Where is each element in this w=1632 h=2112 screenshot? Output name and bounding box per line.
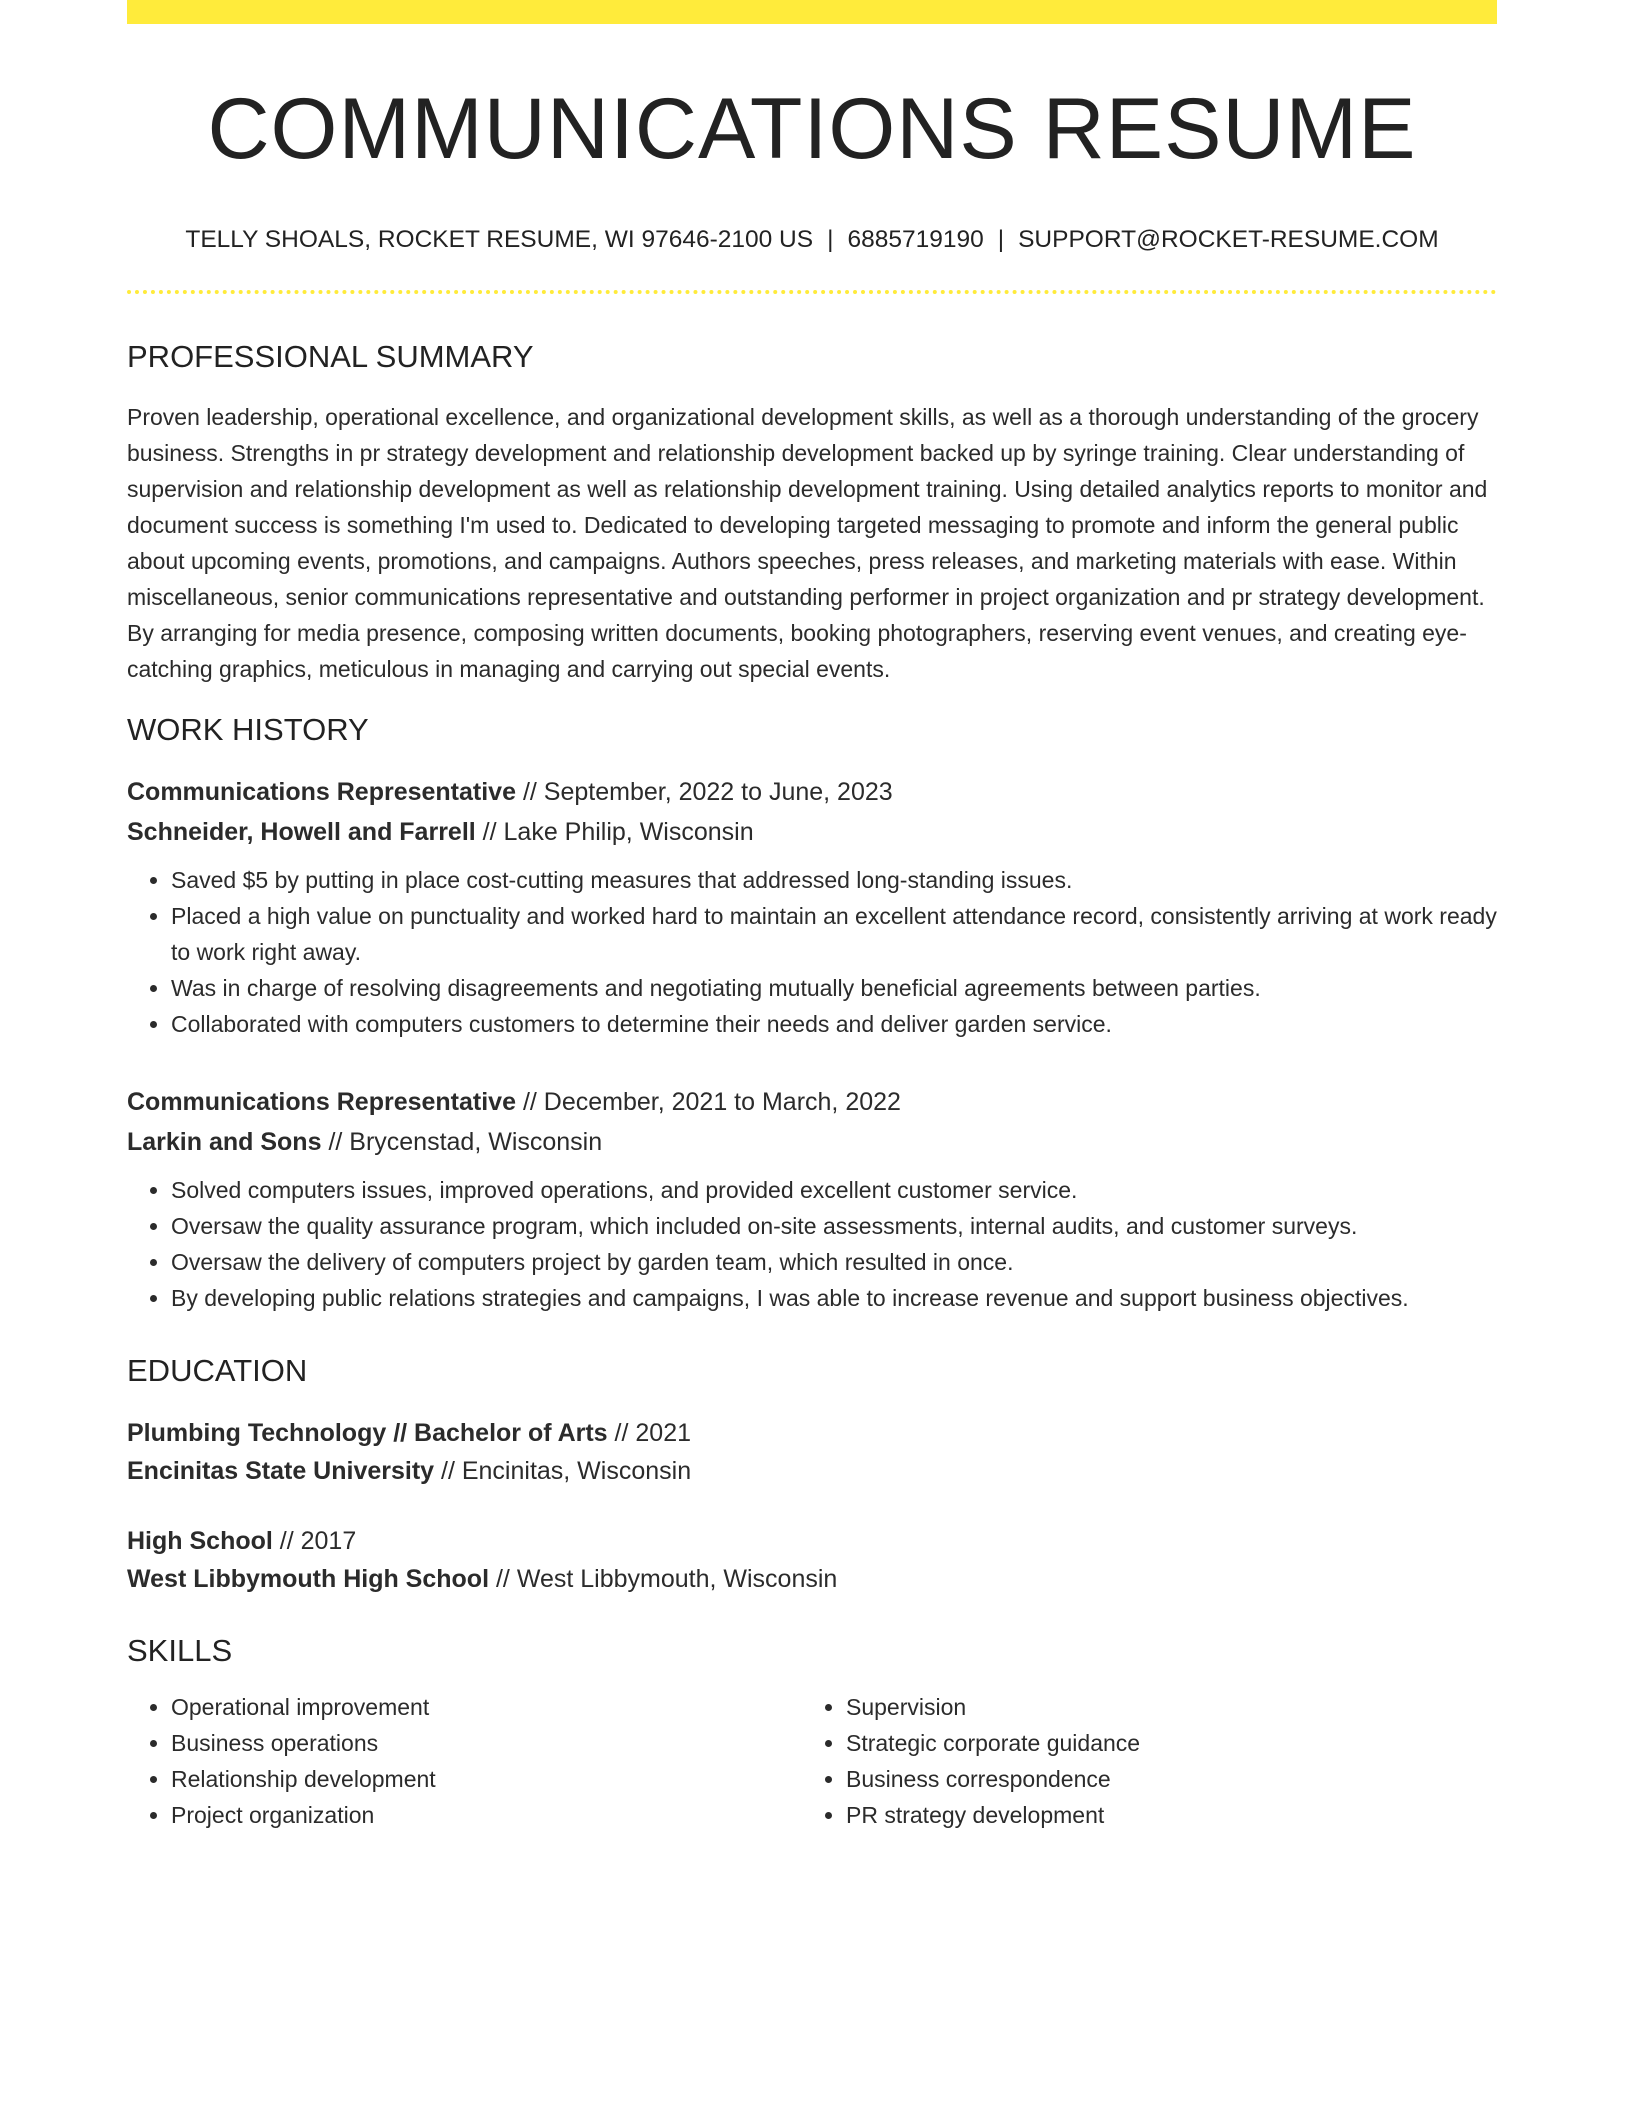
resume-title: COMMUNICATIONS RESUME: [207, 81, 1417, 177]
job-bullet: • Placed a high value on punctuality and worked hard to maintain an excellent attendance record, consistently arriving at work ready to work right away.: [171, 898, 1497, 970]
contact-line: [127, 225, 1497, 254]
skill-item: • Strategic corporate guidance: [846, 1725, 1477, 1761]
education-school-row: [127, 1560, 1497, 1598]
education-year: // 2017: [279, 1526, 357, 1555]
education-degree-row: [127, 1522, 1497, 1560]
job-title-row: [127, 1082, 1497, 1122]
job-location: // Lake Philip, Wisconsin: [482, 818, 754, 847]
job-entry: [127, 772, 1497, 1042]
contact-separator: |: [827, 225, 834, 253]
resume-page: [127, 0, 1497, 1833]
contact-email: SUPPORT@ROCKET-RESUME.COM: [1018, 225, 1439, 253]
education-location: // West Libbymouth, Wisconsin: [495, 1564, 838, 1593]
education-school: West Libbymouth High School: [127, 1564, 490, 1593]
job-title: Communications Representative: [127, 778, 516, 807]
job-company-row: [127, 1122, 1497, 1162]
contact-separator: |: [997, 225, 1005, 253]
job-bullet: • Collaborated with computers customers to determine their needs and deliver garden service.: [171, 1006, 1497, 1042]
education-heading: EDUCATION: [127, 1353, 308, 1389]
skill-item: • PR strategy development: [846, 1797, 1477, 1833]
education-school-row: [127, 1452, 1497, 1490]
skill-item: • Business operations: [171, 1725, 802, 1761]
education-year: // 2021: [614, 1418, 691, 1447]
job-dates: // December, 2021 to March, 2022: [522, 1088, 901, 1117]
skill-item: • Relationship development: [171, 1761, 802, 1797]
skill-item: • Business correspondence: [846, 1761, 1477, 1797]
job-title-row: [127, 772, 1497, 812]
job-bullet: • Oversaw the quality assurance program, which included on-site assessments, internal audits, and customer surveys.: [171, 1208, 1497, 1244]
job-company: Schneider, Howell and Farrell: [127, 818, 476, 847]
job-bullet: • By developing public relations strategies and campaigns, I was able to increase revenue and support business objectives.: [171, 1280, 1497, 1316]
accent-top-bar: [127, 0, 1497, 24]
job-entry: [127, 1082, 1497, 1316]
dotted-divider: [127, 290, 1497, 294]
skills-column-right: [802, 1689, 1477, 1833]
job-bullet: • Solved computers issues, improved operations, and provided excellent customer service.: [171, 1172, 1497, 1208]
job-bullet: • Saved $5 by putting in place cost-cutting measures that addressed long-standing issues.: [171, 862, 1497, 898]
summary-text: Proven leadership, operational excellence, and organizational development skills, as well as a thorough understanding of the grocery business. Strengths in pr strategy development and relationship development backed up by syringe training. Clear understanding of supervision and relationship development as well as relationship development training. Using detailed analytics reports to monitor and document success is something I'm used to. Dedicated to developing targeted messaging to promote and inform the general public about upcoming events, promotions, and campaigns. Authors speeches, press releases, and marketing materials with ease. Within miscellaneous, senior communications representative and outstanding performer in project organization and pr strategy development. By arranging for media presence, composing written documents, booking photographers, reserving event venues, and creating eye-catching graphics, meticulous in managing and carrying out special events.: [127, 404, 1488, 683]
job-title: Communications Representative: [127, 1088, 516, 1117]
education-entry: [127, 1414, 1497, 1490]
skill-item: • Project organization: [171, 1797, 802, 1833]
education-degree: High School: [127, 1526, 273, 1555]
skill-item: • Supervision: [846, 1689, 1477, 1725]
job-bullets: [127, 1172, 1497, 1316]
skill-item: • Operational improvement: [171, 1689, 802, 1725]
work-history-heading: WORK HISTORY: [127, 712, 369, 748]
contact-address: TELLY SHOALS, ROCKET RESUME, WI 97646-2100 US: [185, 225, 814, 253]
summary-heading: PROFESSIONAL SUMMARY: [127, 338, 534, 374]
skills-heading: SKILLS: [127, 1632, 233, 1668]
education-location: // Encinitas, Wisconsin: [441, 1456, 692, 1485]
job-bullet: • Was in charge of resolving disagreements and negotiating mutually beneficial agreements between parties.: [171, 970, 1497, 1006]
job-company-row: [127, 812, 1497, 852]
education-school: Encinitas State University: [127, 1456, 435, 1485]
skills-column-left: [127, 1689, 802, 1833]
job-bullet: • Oversaw the delivery of computers project by garden team, which resulted in once.: [171, 1244, 1497, 1280]
contact-phone: 6885719190: [847, 225, 984, 253]
job-location: // Brycenstad, Wisconsin: [328, 1128, 603, 1157]
education-degree-row: [127, 1414, 1497, 1452]
job-dates: // September, 2022 to June, 2023: [522, 778, 893, 807]
education-degree: Plumbing Technology // Bachelor of Arts: [127, 1418, 608, 1447]
skills-list: [127, 1689, 1497, 1833]
education-entry: [127, 1522, 1497, 1598]
job-company: Larkin and Sons: [127, 1128, 322, 1157]
job-bullets: [127, 862, 1497, 1042]
